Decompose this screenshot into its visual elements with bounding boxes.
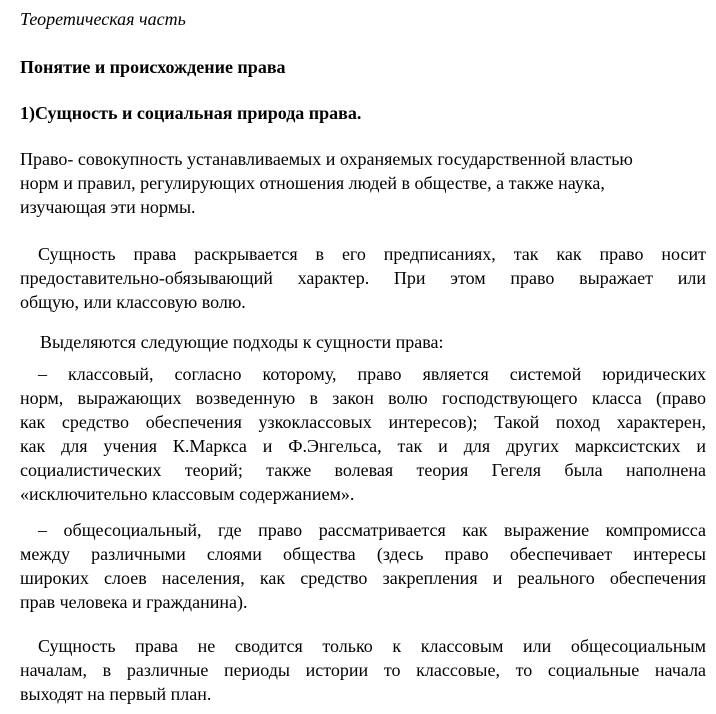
line: Сущность права не сводится только к классовым или общесоциальным — [38, 636, 706, 656]
line: предоставительно-обязывающий характер. При этом право выражает или — [20, 268, 706, 288]
line: «исключительно классовым содержанием». — [20, 484, 355, 504]
section-label: Теоретическая часть — [20, 9, 186, 29]
heading: Понятие и происхождение права — [20, 57, 286, 77]
line: Выделяются следующие подходы к сущности права: — [40, 332, 444, 352]
subheading: 1)Сущность и социальная природа права. — [20, 103, 362, 123]
line: выходят на первый план. — [20, 684, 212, 704]
paragraph-essence — [20, 242, 706, 314]
paragraph-class-approach — [20, 362, 706, 506]
line: началам, в различные периоды истории то классовые, то социальные начала — [20, 660, 706, 680]
line: Право- совокупность устанавливаемых и охраняемых государственной властью — [20, 149, 633, 169]
line: норм, выражающих возведенную в закон волю господствующего класса (право — [20, 388, 706, 408]
line: изучающая эти нормы. — [20, 197, 196, 217]
line: – классовый, согласно которому, право является системой юридических — [38, 364, 706, 384]
line: как для учения К.Маркса и Ф.Энгельса, так и для других марксистских и — [20, 436, 706, 456]
line: норм и правил, регулирующих отношения людей в обществе, а также наука, — [20, 173, 605, 193]
paragraph-definition — [20, 147, 706, 219]
line: прав человека и гражданина). — [20, 592, 248, 612]
line: Сущность права раскрывается в его предписаниях, так как право носит — [38, 244, 706, 264]
line: широких слоев населения, как средство закрепления и реального обеспечения — [20, 568, 706, 588]
line: общую, или классовую волю. — [20, 292, 246, 312]
line: – общесоциальный, где право рассматривается как выражение компромисса — [38, 520, 706, 540]
paragraph-approaches — [20, 330, 706, 354]
line: как средство обеспечения узкоклассовых интересов); Такой поход характерен, — [20, 412, 706, 432]
line: между различными слоями общества (здесь право обеспечивает интересы — [20, 544, 706, 564]
line: социалистических теорий; также волевая теория Гегеля была наполнена — [20, 460, 706, 480]
paragraph-conclusion — [20, 634, 706, 706]
paragraph-social-approach — [20, 518, 706, 614]
